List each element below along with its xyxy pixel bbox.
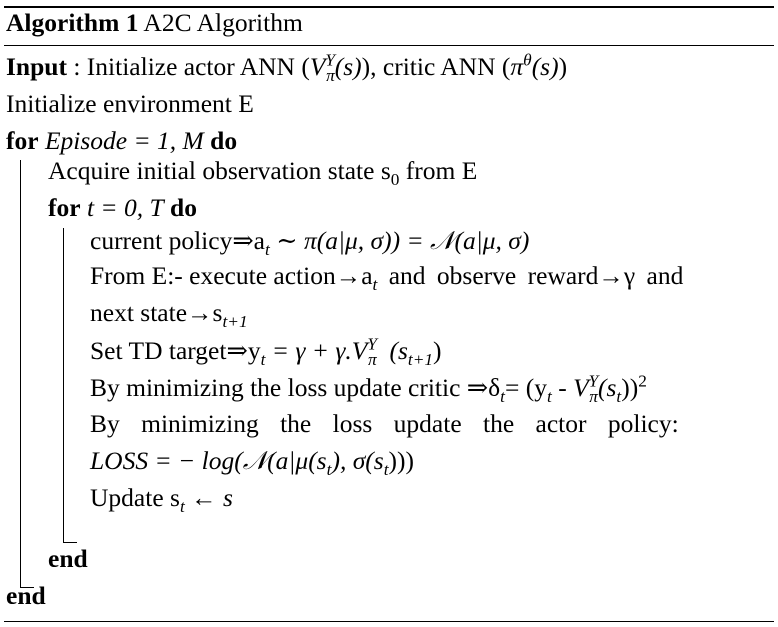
policy-line — [90, 226, 530, 260]
policy-end: ∼ π(a|μ, σ)) = 𝒩(a|μ, σ) — [269, 226, 530, 255]
input-line — [6, 50, 568, 86]
input-text-prefix: : Initialize actor ANN ( — [66, 52, 310, 81]
acquire-line — [48, 156, 478, 190]
actor-sup: Y — [325, 50, 336, 70]
input-text-end: ) — [558, 52, 568, 81]
loss-text: LOSS = − log(𝒩(a|μ(s — [90, 446, 327, 475]
input-keyword: Input — [6, 52, 67, 81]
next-state-line — [90, 298, 248, 332]
critic-symbol: π — [510, 52, 524, 81]
update-sub: t — [179, 497, 185, 517]
from-e-line — [90, 261, 684, 295]
inner-for-line — [48, 193, 197, 223]
critic-pow: 2 — [638, 371, 647, 391]
critic-arg-end: )) — [621, 373, 639, 402]
inner-loop-bar — [63, 228, 64, 543]
td-mid: = γ + γ. — [265, 336, 352, 365]
td-target-line — [90, 334, 442, 370]
next-state-text: next state→s — [90, 298, 223, 327]
actor-arg: (s) — [334, 52, 362, 81]
inner-do-keyword: do — [170, 193, 197, 222]
critic-arg: (s) — [531, 52, 559, 81]
next-state-sub: t+1 — [222, 312, 248, 332]
episode-var: Episode — [44, 126, 128, 155]
critic-minus: - — [551, 373, 574, 402]
td-arg: (s — [389, 336, 408, 365]
actor-line: By minimizing the loss update the actor policy: — [90, 409, 679, 438]
from-e-sub: t — [372, 275, 378, 295]
update-line — [90, 483, 233, 517]
td-text: Set TD target⇒y — [90, 336, 261, 365]
critic-y-sub: t — [546, 387, 552, 407]
algorithm-label: Algorithm 1 — [6, 8, 139, 37]
acquire-text: Acquire initial observation state s — [48, 156, 391, 185]
critic-delta-sub: t — [500, 387, 505, 407]
critic-arg-sub: t — [616, 387, 622, 407]
algorithm-header — [6, 8, 303, 38]
loss-mid: ), σ(s — [331, 446, 384, 475]
actor-symbol: V — [309, 52, 326, 81]
td-sup: Y — [367, 334, 378, 354]
actor-sub: π — [326, 66, 335, 86]
from-e-text: From E:- execute action→a — [90, 261, 373, 290]
outer-for-line — [6, 126, 237, 156]
policy-text: current policy⇒a — [90, 226, 266, 255]
outer-end-keyword: end — [6, 581, 46, 610]
critic-mid: = (y — [504, 373, 547, 402]
loss-sub2: t — [383, 460, 389, 480]
update-end: ← s — [184, 483, 233, 512]
critic-symbol: V — [573, 373, 589, 402]
td-arg-sub: t+1 — [407, 350, 434, 370]
td-sub: t — [260, 350, 266, 370]
init-env-line: Initialize environment E — [6, 89, 254, 118]
critic-sup: Y — [588, 371, 599, 391]
td-arg-end: ) — [433, 336, 442, 365]
update-text: Update s — [90, 483, 180, 512]
algorithm-title: A2C Algorithm — [143, 8, 303, 37]
episode-range: = 1, M — [127, 126, 204, 155]
input-text-mid: ), critic ANN ( — [361, 52, 511, 81]
inner-for-keyword: for — [48, 193, 81, 222]
for-keyword: for — [6, 126, 39, 155]
from-e-end: and observe reward→γ and — [377, 261, 684, 290]
inner-loop-tick — [63, 542, 77, 543]
acquire-end: from E — [399, 156, 478, 185]
inner-end-keyword: end — [48, 544, 88, 573]
outer-loop-bar — [20, 160, 21, 588]
critic-sup: θ — [523, 50, 532, 70]
do-keyword: do — [210, 126, 238, 155]
critic-line — [90, 371, 647, 407]
td-subpi: π — [368, 350, 377, 370]
inner-for-expr: t = 0, T — [86, 193, 164, 222]
acquire-sub: 0 — [390, 170, 400, 190]
critic-text: By minimizing the loss update critic ⇒δ — [90, 373, 501, 402]
td-symbol: V — [351, 336, 368, 365]
bottom-rule — [4, 621, 774, 622]
header-rule — [4, 45, 774, 46]
critic-arg: (s — [597, 373, 617, 402]
loss-end: ))) — [388, 446, 414, 475]
loss-line — [90, 446, 414, 480]
policy-sub: t — [265, 240, 270, 260]
critic-subpi: π — [589, 387, 598, 407]
loss-sub1: t — [326, 460, 332, 480]
